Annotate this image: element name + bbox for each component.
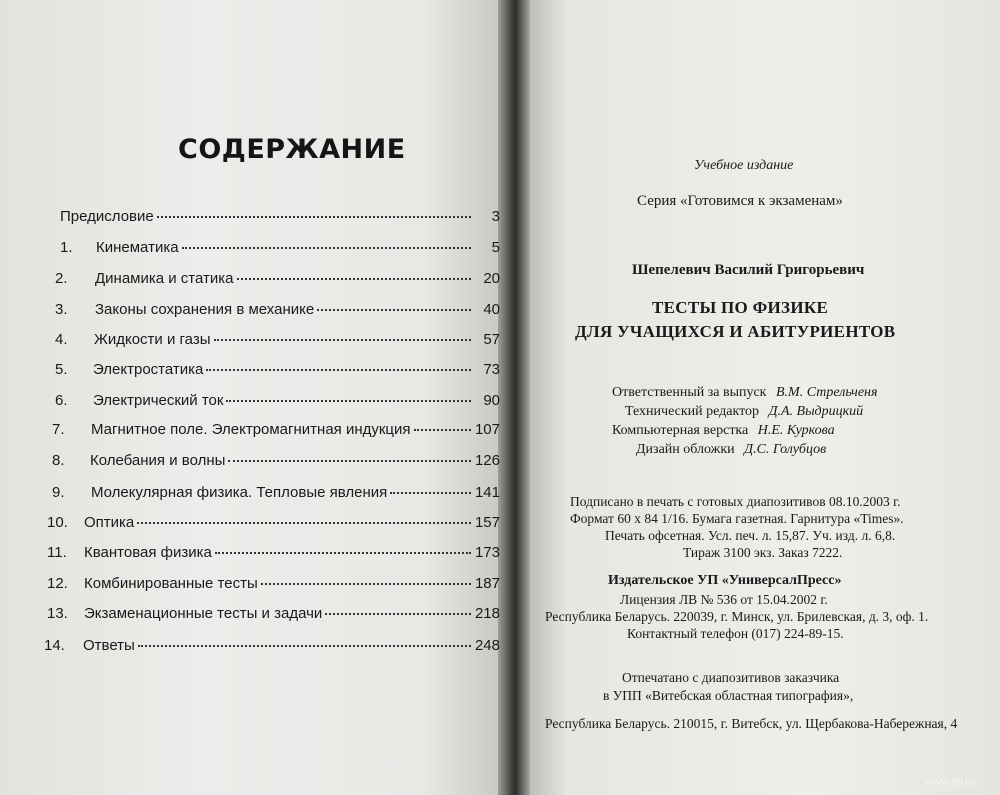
toc-dot-leader xyxy=(226,400,471,402)
printer-info-line: в УПП «Витебская областная типография», xyxy=(603,688,854,703)
toc-entry-number: 10. xyxy=(47,514,68,531)
credit-role: Компьютерная верстка xyxy=(612,423,749,438)
toc-entry-number: 12. xyxy=(47,575,68,592)
author-name: Шепелевич Василий Григорьевич xyxy=(632,262,865,278)
toc-dot-leader xyxy=(414,429,471,431)
toc-entry-page: 90 xyxy=(483,392,500,409)
toc-entry xyxy=(60,208,500,225)
toc-entry-page: 5 xyxy=(491,239,500,256)
toc-entry-number: 7. xyxy=(52,421,65,438)
toc-entry-number: 5. xyxy=(55,361,68,378)
book-gutter xyxy=(498,0,530,795)
toc-entry-number: 6. xyxy=(55,392,68,409)
publisher-phone: Контактный телефон (017) 224-89-15. xyxy=(627,626,844,641)
toc-entry xyxy=(60,239,500,256)
toc-entry-number: 1. xyxy=(60,239,73,256)
toc-dot-leader xyxy=(317,309,471,311)
toc-entry-page: 57 xyxy=(483,331,500,348)
toc-entry-label: Комбинированные тесты xyxy=(84,575,258,592)
toc-entry-page: 173 xyxy=(474,544,500,561)
credit-role: Технический редактор xyxy=(625,404,760,419)
toc-entry-page: 187 xyxy=(474,575,500,592)
toc-dot-leader xyxy=(261,583,471,585)
credit-name: Д.А. Выдрицкий xyxy=(768,404,864,419)
publisher-address: Республика Беларусь. 220039, г. Минск, ул. Брилевская, д. 3, оф. 1. xyxy=(545,609,929,624)
toc-dot-leader xyxy=(214,339,472,341)
toc-entry-label: Колебания и волны xyxy=(90,452,226,469)
toc-entry xyxy=(47,544,500,561)
toc-entry-number: 13. xyxy=(47,605,68,622)
toc-dot-leader xyxy=(228,460,471,462)
toc-entry xyxy=(55,270,500,287)
toc-entry-page: 73 xyxy=(483,361,500,378)
toc-entry-page: 248 xyxy=(474,637,500,654)
toc-entry-page: 218 xyxy=(474,605,500,622)
toc-entry xyxy=(47,514,500,531)
toc-entry-page: 126 xyxy=(474,452,500,469)
toc-entry-label: Электростатика xyxy=(93,361,204,378)
toc-entry-number: 8. xyxy=(52,452,65,469)
table-of-contents xyxy=(0,0,498,795)
credit-name: Н.Е. Куркова xyxy=(757,423,835,438)
toc-entry-page: 20 xyxy=(483,270,500,287)
credit-name: Д.С. Голубцов xyxy=(744,442,827,457)
credit-line xyxy=(612,385,878,401)
toc-entry-label: Предисловие xyxy=(60,208,154,225)
toc-entry xyxy=(55,361,500,378)
toc-entry-page: 157 xyxy=(474,514,500,531)
credit-name: В.М. Стрельченя xyxy=(776,385,878,400)
toc-dot-leader xyxy=(206,369,471,371)
print-info-line: Печать офсетная. Усл. печ. л. 15,87. Уч. изд. л. 6,8. xyxy=(605,528,896,543)
print-info-line: Тираж 3100 экз. Заказ 7222. xyxy=(683,545,843,560)
toc-entry-number: 11. xyxy=(47,544,67,561)
toc-entry xyxy=(52,484,500,501)
toc-entry-page: 107 xyxy=(474,421,500,438)
edition-type: Учебное издание xyxy=(694,158,794,173)
toc-entry-label: Ответы xyxy=(83,637,135,654)
toc-entry xyxy=(44,637,500,654)
toc-entry-label: Электрический ток xyxy=(93,392,224,409)
toc-entry-page: 3 xyxy=(491,208,500,225)
toc-entry-label: Кинематика xyxy=(96,239,179,256)
toc-entry-number: 3. xyxy=(55,301,68,318)
toc-dot-leader xyxy=(137,522,471,524)
toc-dot-leader xyxy=(325,613,471,615)
toc-dot-leader xyxy=(390,492,471,494)
toc-dot-leader xyxy=(138,645,471,647)
publisher-name: Издательское УП «УниверсалПресс» xyxy=(608,573,842,588)
toc-entry-label: Динамика и статика xyxy=(95,270,234,287)
toc-entry-label: Квантовая физика xyxy=(84,544,212,561)
toc-dot-leader xyxy=(182,247,471,249)
series-name: Серия «Готовимся к экзаменам» xyxy=(637,193,843,209)
toc-entry xyxy=(55,392,500,409)
toc-entry xyxy=(55,331,500,348)
credit-line xyxy=(612,423,835,439)
print-info-line: Подписано в печать с готовых диапозитивов 08.10.2003 г. xyxy=(570,494,901,509)
print-info-line: Формат 60 х 84 1/16. Бумага газетная. Гарнитура «Times». xyxy=(570,511,904,526)
toc-entry-page: 141 xyxy=(474,484,500,501)
printer-info-line: Отпечатано с диапозитивов заказчика xyxy=(622,670,840,685)
toc-entry xyxy=(47,605,500,622)
toc-title: СОДЕРЖАНИЕ xyxy=(178,134,406,165)
book-title-line2: ДЛЯ УЧАЩИХСЯ И АБИТУРИЕНТОВ xyxy=(575,322,896,341)
toc-dot-leader xyxy=(237,278,471,280)
credit-line xyxy=(636,442,826,458)
toc-entry-number: 9. xyxy=(52,484,65,501)
printer-info-line: Республика Беларусь. 210015, г. Витебск, ул. Щербакова-Набережная, 4 xyxy=(545,716,958,731)
toc-entry-number: 2. xyxy=(55,270,68,287)
site-watermark: www.ay.by xyxy=(925,776,977,788)
toc-entry-label: Законы сохранения в механике xyxy=(95,301,315,318)
toc-dot-leader xyxy=(157,216,471,218)
toc-entry-label: Молекулярная физика. Тепловые явления xyxy=(91,484,388,501)
toc-entry xyxy=(55,301,500,318)
toc-entry xyxy=(52,452,500,469)
toc-entry xyxy=(47,575,500,592)
credit-line xyxy=(625,404,863,420)
credit-role: Дизайн обложки xyxy=(636,442,735,457)
toc-dot-leader xyxy=(215,552,471,554)
toc-entry-number: 14. xyxy=(44,637,65,654)
toc-entry-label: Экзаменационные тесты и задачи xyxy=(84,605,323,622)
credit-role: Ответственный за выпуск xyxy=(612,385,767,400)
book-title-line1: ТЕСТЫ ПО ФИЗИКЕ xyxy=(652,298,829,317)
toc-entry-label: Магнитное поле. Электромагнитная индукция xyxy=(91,421,411,438)
toc-entry xyxy=(52,421,500,438)
toc-entry-label: Оптика xyxy=(84,514,135,531)
toc-entry-label: Жидкости и газы xyxy=(94,331,211,348)
toc-entry-number: 4. xyxy=(55,331,68,348)
toc-entry-page: 40 xyxy=(483,301,500,318)
publisher-license: Лицензия ЛВ № 536 от 15.04.2002 г. xyxy=(620,592,828,607)
